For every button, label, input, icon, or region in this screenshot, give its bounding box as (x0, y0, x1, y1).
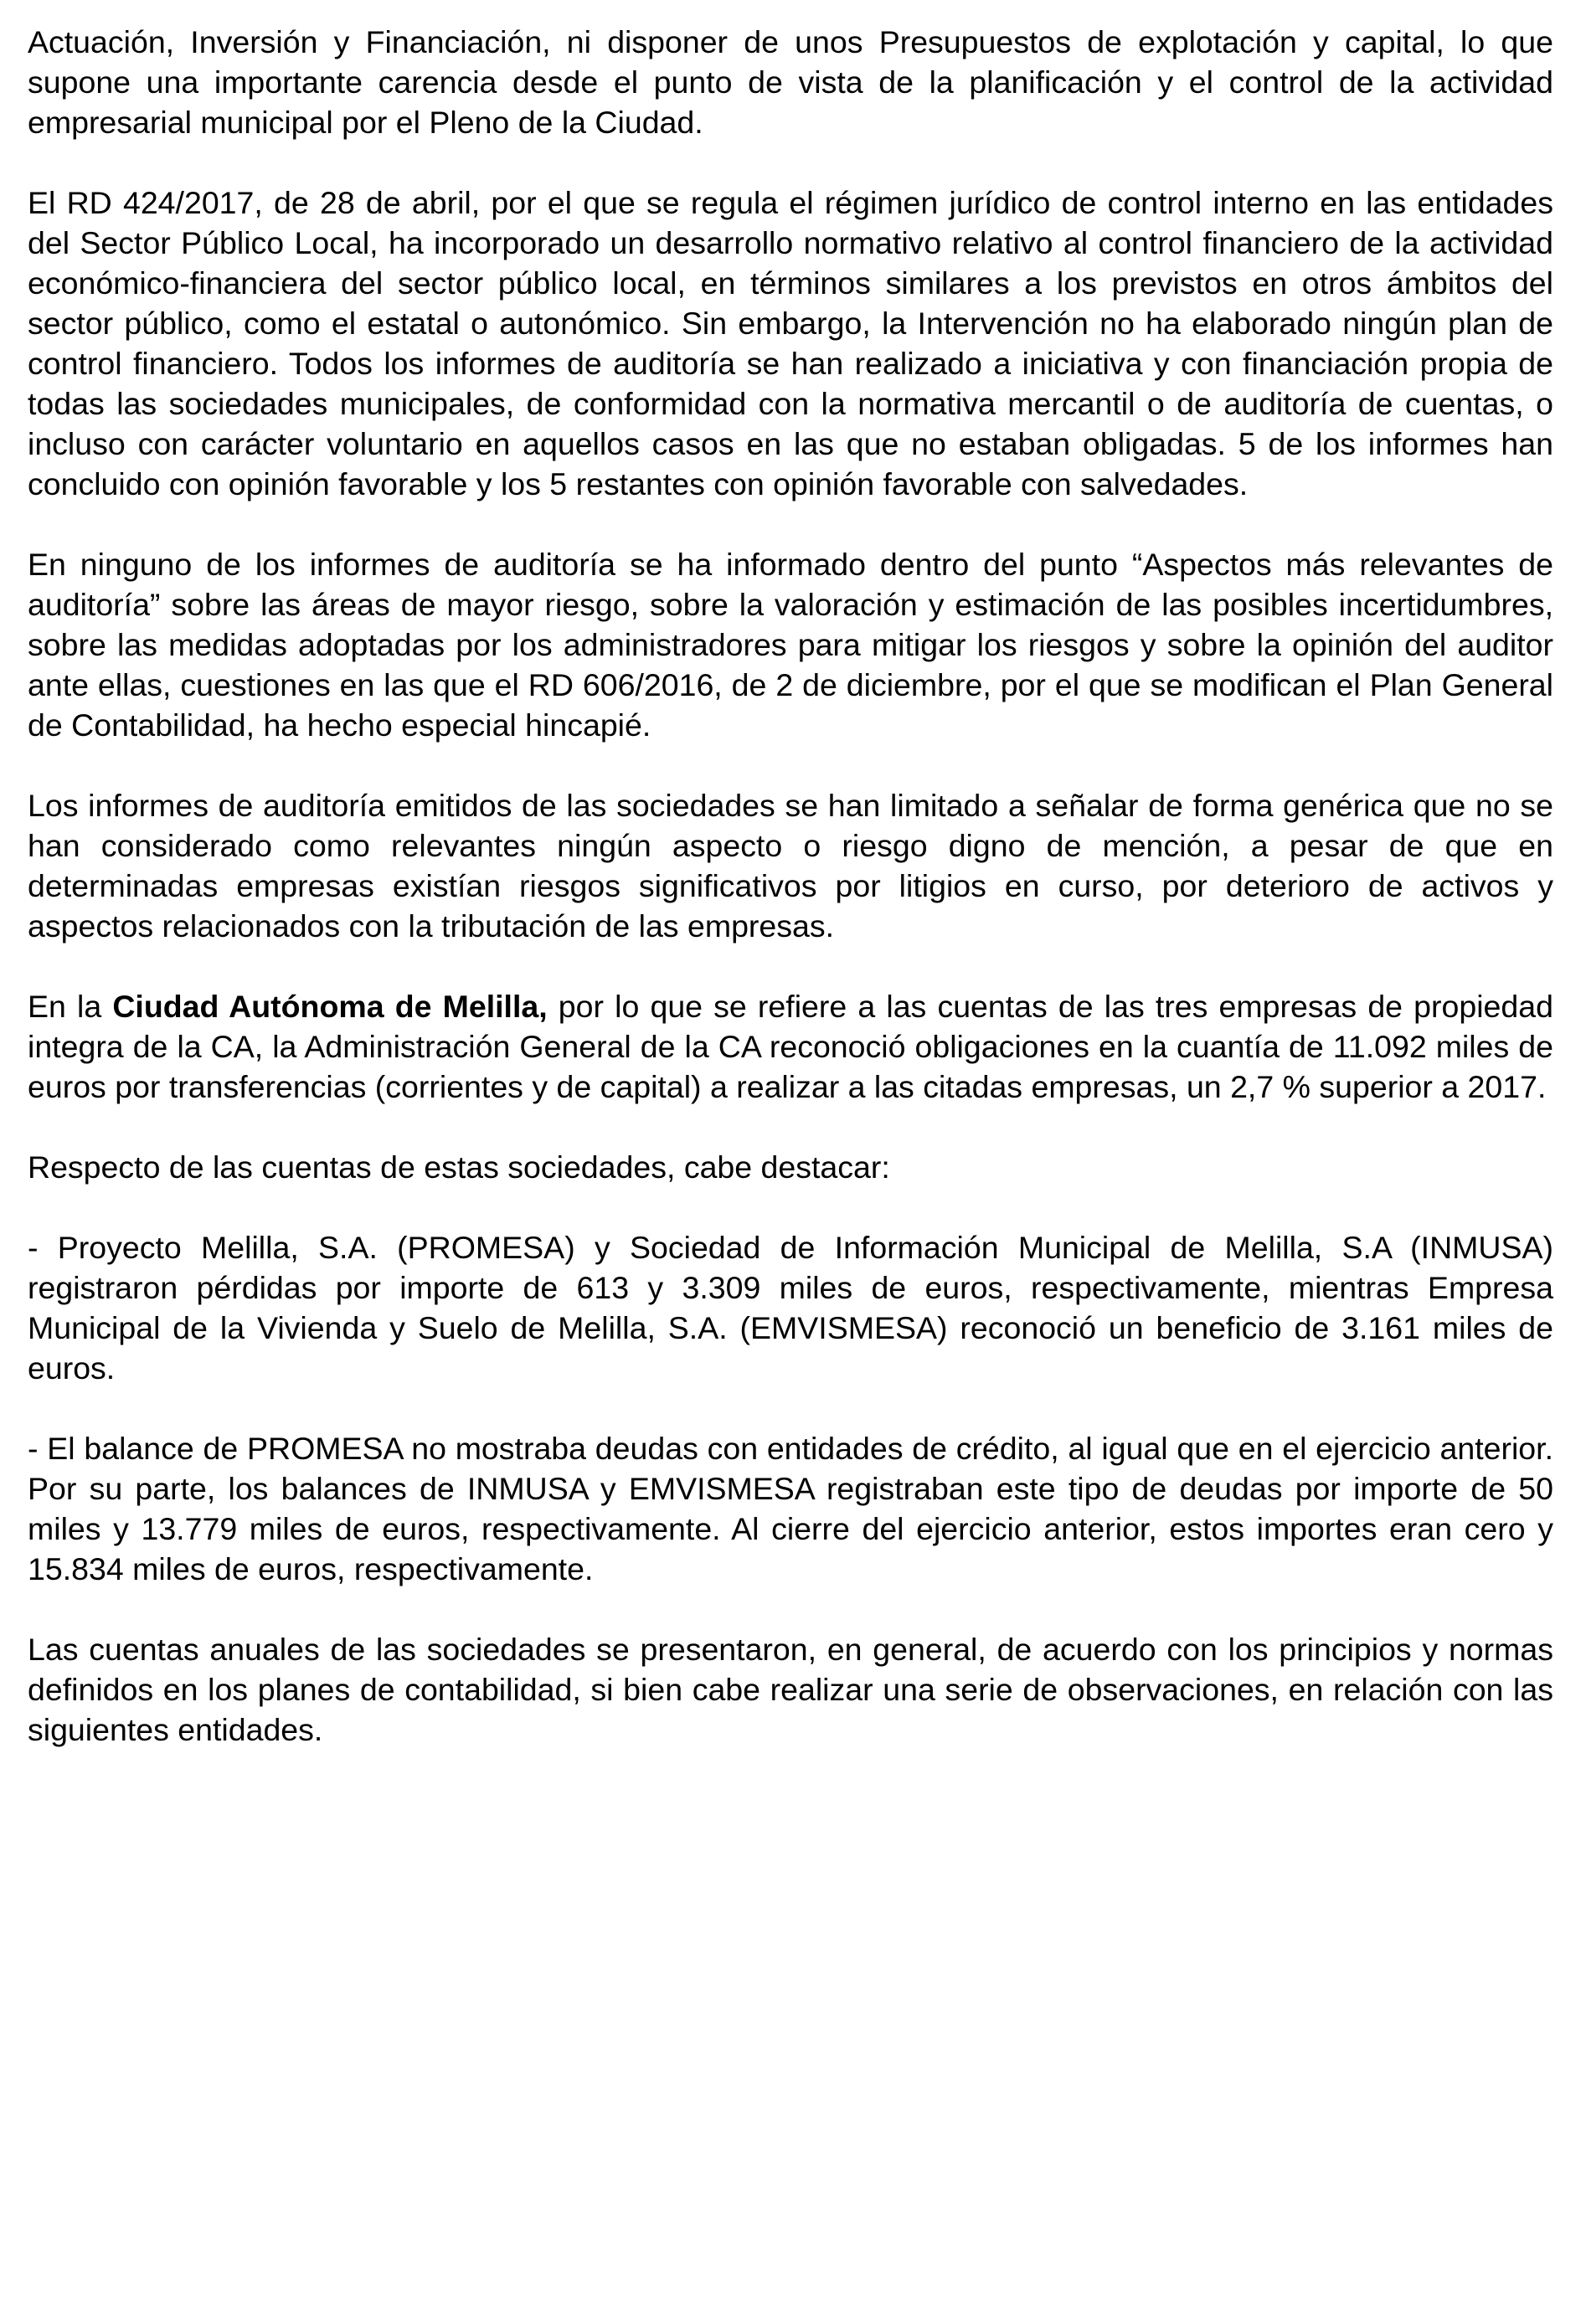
paragraph-text: Los informes de auditoría emitidos de las sociedades se han limitado a señalar de forma genérica que no se han considerado como relevantes ningún aspecto o riesgo digno de mención, a pesar de que en determinadas empresas existían riesgos significativos por litigios en curso, por deterioro de activos y aspectos relacionados con la tributación de las empresas. (28, 788, 1553, 943)
paragraph-perdidas-beneficios (28, 1227, 1553, 1388)
paragraph-text: Actuación, Inversión y Financiación, ni disponer de unos Presupuestos de explotación y capital, lo que supone una importante carencia desde el punto de vista de la planificación y el control de la actividad empresarial municipal por el Pleno de la Ciudad. (28, 24, 1553, 140)
paragraph-ciudad-melilla (28, 986, 1553, 1107)
paragraph-text: Las cuentas anuales de las sociedades se presentaron, en general, de acuerdo con los principios y normas definidos en los planes de contabilidad, si bien cabe realizar una serie de observaciones, en relación con las siguientes entidades. (28, 1632, 1553, 1747)
paragraph-text: En ninguno de los informes de auditoría se ha informado dentro del punto “Aspectos más relevantes de auditoría” sobre las áreas de mayor riesgo, sobre la valoración y estimación de las posibles incertidumbres, sobre las medidas adoptadas por los administradores para mitigar los riesgos y sobre la opinión del auditor ante ellas, cuestiones en las que el RD 606/2016, de 2 de diciembre, por el que se modifican el Plan General de Contabilidad, ha hecho especial hincapié. (28, 547, 1553, 743)
paragraph-text: Respecto de las cuentas de estas sociedades, cabe destacar: (28, 1149, 890, 1185)
paragraph-text: - Proyecto Melilla, S.A. (PROMESA) y Sociedad de Información Municipal de Melilla, S.A (INMUSA) registraron pérdidas por importe de 613 y 3.309 miles de euros, respectivamente, mientras Empresa Municipal de la Vivienda y Suelo de Melilla, S.A. (EMVISMESA) reconoció un beneficio de 3.161 miles de euros. (28, 1230, 1553, 1386)
paragraph-text: por lo que se refiere a las cuentas de las tres empresas de propiedad integra de la CA, la Administración General de la CA reconoció obligaciones en la cuantía de 11.092 miles de euros por transferencias (corrientes y de capital) a realizar a las citadas empresas, un 2,7 % superior a 2017. (28, 989, 1553, 1104)
document-page (28, 22, 1553, 1750)
paragraph-informes-auditoria (28, 785, 1553, 946)
paragraph-aspectos-relevantes (28, 544, 1553, 745)
paragraph-cuentas-anuales (28, 1629, 1553, 1750)
paragraph-text: - El balance de PROMESA no mostraba deudas con entidades de crédito, al igual que en el ejercicio anterior. Por su parte, los balances de INMUSA y EMVISMESA registraban este tipo de deudas por importe de 50 miles y 13.779 miles de euros, respectivamente. Al cierre del ejercicio anterior, estos importes eran cero y 15.834 miles de euros, respectivamente. (28, 1431, 1553, 1586)
paragraph-rd-424-2017 (28, 183, 1553, 504)
entity-name-bold: Ciudad Autónoma de Melilla, (112, 989, 548, 1024)
paragraph-prefix: En la (28, 989, 113, 1024)
paragraph-balance-deudas (28, 1428, 1553, 1589)
paragraph-planificacion (28, 22, 1553, 142)
paragraph-text: El RD 424/2017, de 28 de abril, por el que se regula el régimen jurídico de control interno en las entidades del Sector Público Local, ha incorporado un desarrollo normativo relativo al control financiero de la actividad económico-financiera del sector público local, en términos similares a los previstos en otros ámbitos del sector público, como el estatal o autonómico. Sin embargo, la Intervención no ha elaborado ningún plan de control financiero. Todos los informes de auditoría se han realizado a iniciativa y con financiación propia de todas las sociedades municipales, de conformidad con la normativa mercantil o de auditoría de cuentas, o incluso con carácter voluntario en aquellos casos en las que no estaban obligadas. 5 de los informes han concluido con opinión favorable y los 5 restantes con opinión favorable con salvedades. (28, 185, 1553, 501)
paragraph-respecto-cuentas (28, 1147, 1553, 1187)
